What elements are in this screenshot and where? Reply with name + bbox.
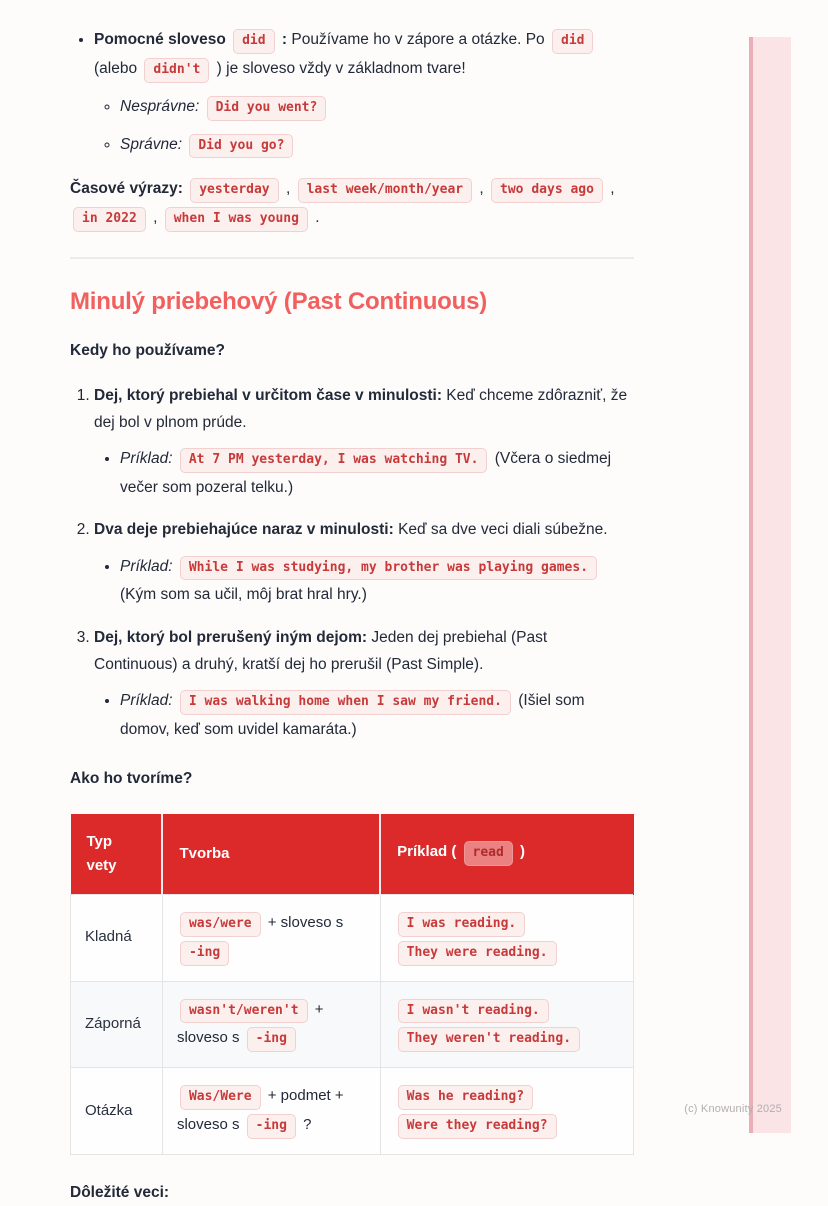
text: ,	[475, 180, 489, 198]
code-badge: did	[552, 29, 593, 54]
text: Typ vety	[86, 832, 117, 874]
text: .	[310, 209, 320, 227]
text: + podmet + sloveso s	[176, 1087, 344, 1134]
code-badge: While I was studying, my brother was playing games.	[180, 556, 597, 581]
subheading-important: Dôležité veci:	[70, 1183, 170, 1201]
right-margin-stripe	[749, 37, 791, 1133]
code-badge: when I was young	[165, 207, 308, 232]
sub-bullet-list	[94, 687, 634, 743]
text: )	[515, 843, 526, 861]
code-badge: Did you went?	[207, 96, 327, 121]
text: + sloveso s	[176, 1000, 324, 1047]
cell-type: Otázka	[71, 1068, 163, 1155]
code-badge: Were they reading?	[398, 1114, 557, 1139]
code-badge: last week/month/year	[298, 178, 473, 203]
text: (Včera o siedmej večer som pozeral telku.)	[120, 450, 612, 497]
bold-text: :	[277, 31, 288, 48]
column-header-type	[71, 814, 163, 895]
code-badge: did	[233, 29, 274, 54]
sub-bullet-list	[94, 93, 634, 160]
column-header-example	[380, 814, 633, 895]
paragraph	[94, 31, 596, 77]
list-item	[94, 26, 634, 159]
example-line	[120, 98, 329, 115]
cell-form	[162, 1068, 380, 1155]
text: Jeden dej prebiehal (Past Continuous) a druhý, kratší dej ho prerušil (Past Simple).	[94, 628, 548, 673]
subheading-form: Ako ho tvoríme?	[70, 769, 193, 787]
code-badge: Did you go?	[189, 134, 293, 159]
italic-text: Správne:	[120, 135, 187, 153]
text: Keď sa dve veci diali súbežne.	[393, 521, 608, 539]
code-badge: Was/Were	[180, 1085, 261, 1110]
italic-text: Príklad:	[120, 450, 177, 468]
bold-text: Pomocné sloveso	[94, 31, 231, 48]
bullet-list	[70, 26, 634, 159]
text: (alebo	[94, 59, 142, 77]
code-badge: didn't	[144, 58, 209, 83]
section-divider	[70, 257, 634, 259]
bold-text: Dej, ktorý bol prerušený iným dejom:	[94, 628, 368, 646]
text: Príklad (	[397, 843, 461, 861]
cell-type: Záporná	[71, 981, 163, 1068]
text: Tvorba	[179, 844, 230, 862]
list-item	[120, 131, 634, 160]
document-content	[70, 26, 634, 1206]
list-item	[120, 553, 634, 609]
paragraph	[94, 387, 627, 431]
list-item	[120, 687, 634, 743]
cell-example	[380, 894, 633, 981]
code-badge: -ing	[180, 941, 229, 966]
example-line	[120, 692, 585, 738]
column-header-form	[162, 814, 380, 895]
code-badge: They were reading.	[398, 941, 557, 966]
example-line	[120, 450, 611, 496]
subheading-usage: Kedy ho používame?	[70, 342, 226, 360]
code-badge: I wasn't reading.	[398, 999, 549, 1024]
code-badge: At 7 PM yesterday, I was watching TV.	[180, 448, 488, 473]
cell-example	[380, 981, 633, 1068]
table-row	[71, 1068, 634, 1155]
text: ?	[298, 1116, 312, 1134]
sub-bullet-list	[94, 445, 634, 501]
paragraph	[94, 629, 547, 673]
code-badge: wasn't/weren't	[180, 999, 308, 1024]
code-badge: in 2022	[73, 207, 146, 232]
cell-form	[162, 894, 380, 981]
example-line	[120, 558, 600, 604]
conjugation-table	[70, 814, 634, 1155]
text: + sloveso s	[263, 913, 344, 931]
italic-text: Príklad:	[120, 557, 177, 575]
table-row	[71, 894, 634, 981]
text: (Kým som sa učil, môj brat hral hry.)	[120, 586, 367, 604]
cell-example	[380, 1068, 633, 1155]
list-item	[94, 516, 634, 608]
code-badge: read	[464, 841, 513, 866]
list-item	[120, 445, 634, 501]
code-badge: Was he reading?	[398, 1085, 533, 1110]
cell-form	[162, 981, 380, 1068]
code-badge: -ing	[247, 1027, 296, 1052]
footer-watermark: (c) Knowunity 2025	[684, 1103, 782, 1115]
bold-text: Časové výrazy:	[70, 180, 188, 198]
code-badge: two days ago	[491, 178, 603, 203]
text: ) je sloveso vždy v základnom tvare!	[212, 59, 466, 77]
cell-type: Kladná	[71, 894, 163, 981]
table-row	[71, 981, 634, 1068]
text: ,	[281, 180, 295, 198]
list-item	[94, 624, 634, 743]
text: Používame ho v zápore a otázke. Po	[287, 31, 549, 48]
text: (Išiel som domov, keď som uvidel kamaráta.)	[120, 691, 585, 738]
code-badge: -ing	[247, 1114, 296, 1139]
text: Keď chceme zdôrazniť, že dej bol v plnom prúde.	[94, 387, 628, 432]
text: ,	[148, 209, 162, 227]
list-item	[120, 93, 634, 122]
example-line	[120, 136, 296, 153]
code-badge: I was walking home when I saw my friend.	[180, 690, 511, 715]
code-badge: They weren't reading.	[398, 1027, 580, 1052]
code-badge: yesterday	[190, 178, 278, 203]
time-expressions-paragraph	[70, 175, 634, 233]
section-heading: Minulý priebehový (Past Continuous)	[70, 288, 488, 316]
code-badge: I was reading.	[398, 912, 526, 937]
bold-text: Dej, ktorý prebiehal v určitom čase v minulosti:	[94, 387, 442, 405]
code-badge: was/were	[180, 912, 261, 937]
table-header	[71, 814, 634, 895]
italic-text: Príklad:	[120, 691, 177, 709]
usage-ordered-list	[70, 382, 634, 743]
list-item	[94, 382, 634, 501]
table-header-row	[71, 814, 634, 895]
bold-text: Dva deje prebiehajúce naraz v minulosti:	[94, 521, 394, 539]
text: ,	[605, 180, 615, 198]
sub-bullet-list	[94, 553, 634, 609]
paragraph	[94, 521, 608, 538]
italic-text: Nesprávne:	[120, 97, 204, 115]
